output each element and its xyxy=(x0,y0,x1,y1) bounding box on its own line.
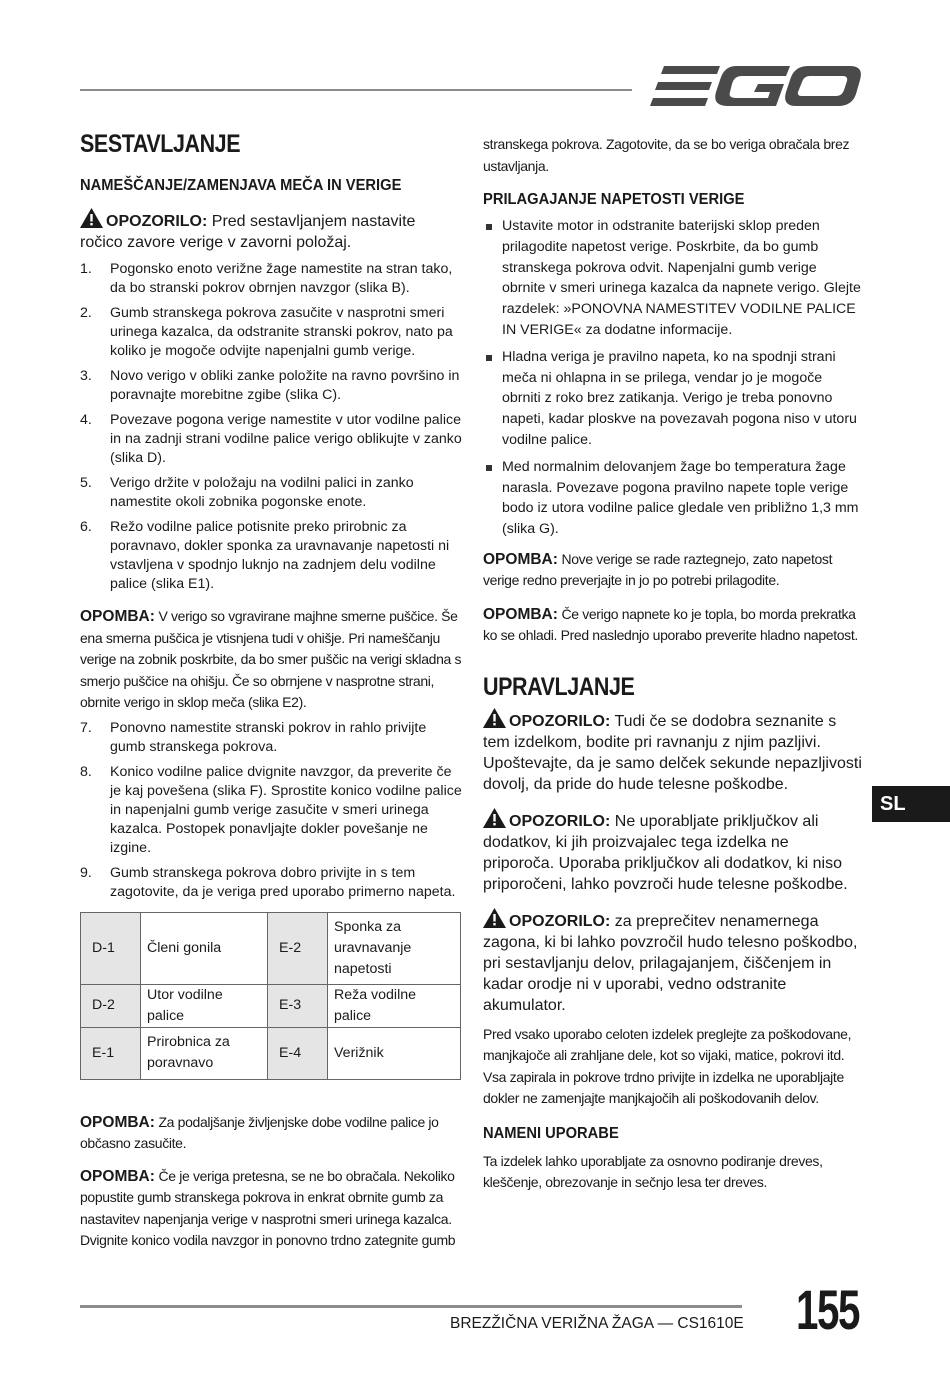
warning-label: OPOZORILO: xyxy=(509,912,611,930)
list-item: Ustavite motor in odstranite baterijski sklop preden prilagodite napetost verige. Poskrbite, da bo gumb stranskega pokrova odvit. Napenjalni gumb verige obrnite v smeri urinega kazalca da napnete verigo. Glejte razdelek: »PONOVNA NAMESTITEV VODILNE PALICE IN VERIGE« za dodatne informacije. xyxy=(483,216,863,341)
warning-label: OPOZORILO: xyxy=(509,712,611,730)
note-too-tight xyxy=(80,1166,462,1252)
note-text: Če je veriga pretesna, se ne bo obračala. Nekoliko popustite gumb stranskega pokrova in enkrat obrnite gumb za nastavitev napenjanja verige v nasprotni smeri urinega kazalca. Dvignite konico vodila navzgor in ponovno trdno zategnite gumb xyxy=(80,1167,456,1248)
table-row xyxy=(81,1027,461,1079)
note-warm-chain xyxy=(483,604,863,647)
warning-triangle-icon xyxy=(483,908,506,928)
warning-text: Tudi če se dodobra seznanite s tem izdelkom, bodite pri ravnanju z njim pazljivi. Upoštevajte, da je samo delček sekunde nepazljivosti dovolj, da pride do hude telesne poškodbe. xyxy=(483,712,862,793)
intended-use-text: Ta izdelek lahko uporabljate za osnovno podiranje dreves, kleščenje, obrezovanje in sečnjo lesa ter dreves. xyxy=(483,1152,823,1191)
subsection-title-bar-chain: NAMEŠČANJE/ZAMENJAVA MEČA IN VERIGE xyxy=(80,177,402,194)
list-item: 5. Verigo držite v položaju na vodilni palici in zanko namestite okoli zobnika pogonske enote. xyxy=(80,475,414,510)
table-cell: E-4 xyxy=(268,1027,328,1079)
warning-text: Pred sestavljanjem nastavite ročico zavore verige v zavorni položaj. xyxy=(80,213,416,251)
parts-table xyxy=(80,912,461,1080)
list-item: 2. Gumb stranskega pokrova zasučite v nasprotni smeri urinega kazalca, da odstranite stranski pokrov, nato pa koliko je mogoče odvijte napenjalni gumb verige. xyxy=(80,305,453,359)
warning-text: Ne uporabljate priključkov ali dodatkov, ki jih proizvajalec tega izdelka ne priporoča. Uporaba priključkov ali dodatkov, ki niso priporočeni, lahko povzroči hude telesne poškodbe. xyxy=(483,812,848,893)
tension-bullets xyxy=(483,216,863,540)
table-cell: Utor vodilne palice xyxy=(141,984,268,1027)
warning-triangle-icon xyxy=(483,708,506,728)
section-title-operation: UPRAVLJANJE xyxy=(483,672,635,701)
warning-attachments xyxy=(483,808,863,895)
warning-text: za preprečitev nenamernega zagona, ki bi lahko povzročil hudo telesno poškodbo, pri sestavljanju delov, prilagajanjem, čiščenjem in kadar orodje ni v uporabi, vedno odstranite akumulator. xyxy=(483,912,858,1014)
note-label: OPOMBA: xyxy=(80,1167,155,1185)
table-cell: E-1 xyxy=(81,1027,141,1079)
note-text: Nove verige se rade raztegnejo, zato napetost verige redno preverjajte in jo po potrebi prilagodite. xyxy=(483,550,833,589)
left-column xyxy=(80,130,462,1252)
table-row xyxy=(81,912,461,984)
table-cell: E-2 xyxy=(268,912,328,984)
table-cell: Členi gonila xyxy=(141,912,268,984)
table-cell: Reža vodilne palice xyxy=(328,984,461,1027)
table-cell: E-3 xyxy=(268,984,328,1027)
subsection-title-intended-use: NAMENI UPORABE xyxy=(483,1124,619,1142)
list-item: Med normalnim delovanjem žage bo temperatura žage narasla. Povezave pogona pravilno napete tople verige bodo iz utora vodilne palice gledale ven približno 1,3 mm (slika G). xyxy=(483,457,863,540)
list-item: 1. Pogonsko enoto verižne žage namestite na stran tako, da bo stranski pokrov obrnjen navzgor (slika B). xyxy=(80,261,453,296)
warning-brake xyxy=(80,208,462,253)
warning-triangle-icon xyxy=(80,208,103,228)
note-arrows xyxy=(80,606,462,714)
table-cell: D-2 xyxy=(81,984,141,1027)
inspection-text: Pred vsako uporabo celoten izdelek preglejte za poškodovane, manjkajoče ali zrahljane dele, kot so vijaki, matice, pokrovi itd. Vsa zapirala in pokrove trdno privijte in izdelka ne uporabljajte dokler ne zamenjajte manjkajočih ali poškodovanih delov. xyxy=(483,1025,852,1107)
warning-triangle-icon xyxy=(483,808,506,828)
note-text: Če verigo napnete ko je topla, bo morda prekratka ko se ohladi. Pred naslednjo uporabo preverite hladno napetost. xyxy=(483,605,858,644)
note-text: V verigo so vgravirane majhne smerne puščice. Še ena smerna puščica je vtisnjena tudi v ohišje. Pri nameščanju verige na zobnik poskrbite, da bo smer puščic na verigi skladna s smerjo puščice na ohišju. Če so obrnjene v nasprotne strani, obrnite verigo in sklop meča (slika E2). xyxy=(80,608,462,710)
note-rotate-bar xyxy=(80,1112,462,1155)
warning-label: OPOZORILO: xyxy=(509,812,611,830)
table-cell: Sponka za uravnavanje napetosti xyxy=(328,912,461,984)
note-label: OPOMBA: xyxy=(80,1113,155,1131)
list-item: 8. Konico vodilne palice dvignite navzgor, da preverite če je kaj povešena (slika F). Sprostite konico vodilne palice in napenjalni gumb verige zasučite v smeri urinega kazalca. Postopek ponavljajte dokler povešanje ne izgine. xyxy=(80,763,462,856)
list-item: 7. Ponovno namestite stranski pokrov in rahlo privijte gumb stranskega pokrova. xyxy=(80,719,427,755)
ego-logo xyxy=(650,62,862,114)
table-cell: Verižnik xyxy=(328,1027,461,1079)
subsection-title-tension: PRILAGAJANJE NAPETOSTI VERIGE xyxy=(483,191,745,208)
assembly-steps-a xyxy=(80,260,462,594)
warning-battery xyxy=(483,908,863,1016)
table-row xyxy=(81,984,461,1027)
footer-title: BREZŽIČNA VERIŽNA ŽAGA — CS1610E xyxy=(450,1315,744,1332)
assembly-steps-b xyxy=(80,719,462,902)
header-rule xyxy=(80,89,632,91)
language-tab: SL xyxy=(872,786,950,822)
continued-text: stranskega pokrova. Zagotovite, da se bo veriga obračala brez ustavljanja. xyxy=(483,136,850,174)
note-new-chains xyxy=(483,549,863,592)
table-cell: D-1 xyxy=(81,912,141,984)
warning-label: OPOZORILO: xyxy=(106,213,208,230)
list-item: 3. Novo verigo v obliki zanke položite na ravno površino in poravnajte morebitne zgibe (slika C). xyxy=(80,368,460,403)
note-label: OPOMBA: xyxy=(483,550,558,568)
note-text: Za podaljšanje življenjske dobe vodilne palice jo občasno zasučite. xyxy=(80,1113,439,1151)
list-item: 6. Režo vodilne palice potisnite preko prirobnic za poravnavo, dokler sponka za uravnavanje napetosti ni vstavljena v spodnjo luknjo na zadnjem delu vodilne palice (slika E1). xyxy=(80,519,450,592)
list-item: Hladna veriga je pravilno napeta, ko na spodnji strani meča ni ohlapna in se prilega, vendar jo je mogoče obrniti z roko brez zatikanja. Verigo je treba ponovno napeti, kadar ploskve na povezavah pogona niso v utoru vodilne palice. xyxy=(483,347,863,451)
warning-familiarity xyxy=(483,708,863,795)
section-title-assembly: SESTAVLJANJE xyxy=(80,130,241,158)
note-label: OPOMBA: xyxy=(483,605,558,623)
page-number: 155 xyxy=(796,1278,859,1341)
list-item: 4. Povezave pogona verige namestite v utor vodilne palice in na zadnji strani vodilne palice verigo oblikujte v zanko (slika D). xyxy=(80,412,462,466)
table-cell: Prirobnica za poravnavo xyxy=(141,1027,268,1079)
list-item: 9. Gumb stranskega pokrova dobro privijte in s tem zagotovite, da je veriga pred uporabo primerno napeta. xyxy=(80,864,456,900)
note-label: OPOMBA: xyxy=(80,608,155,625)
footer-rule xyxy=(80,1305,742,1308)
right-column xyxy=(483,134,863,1194)
